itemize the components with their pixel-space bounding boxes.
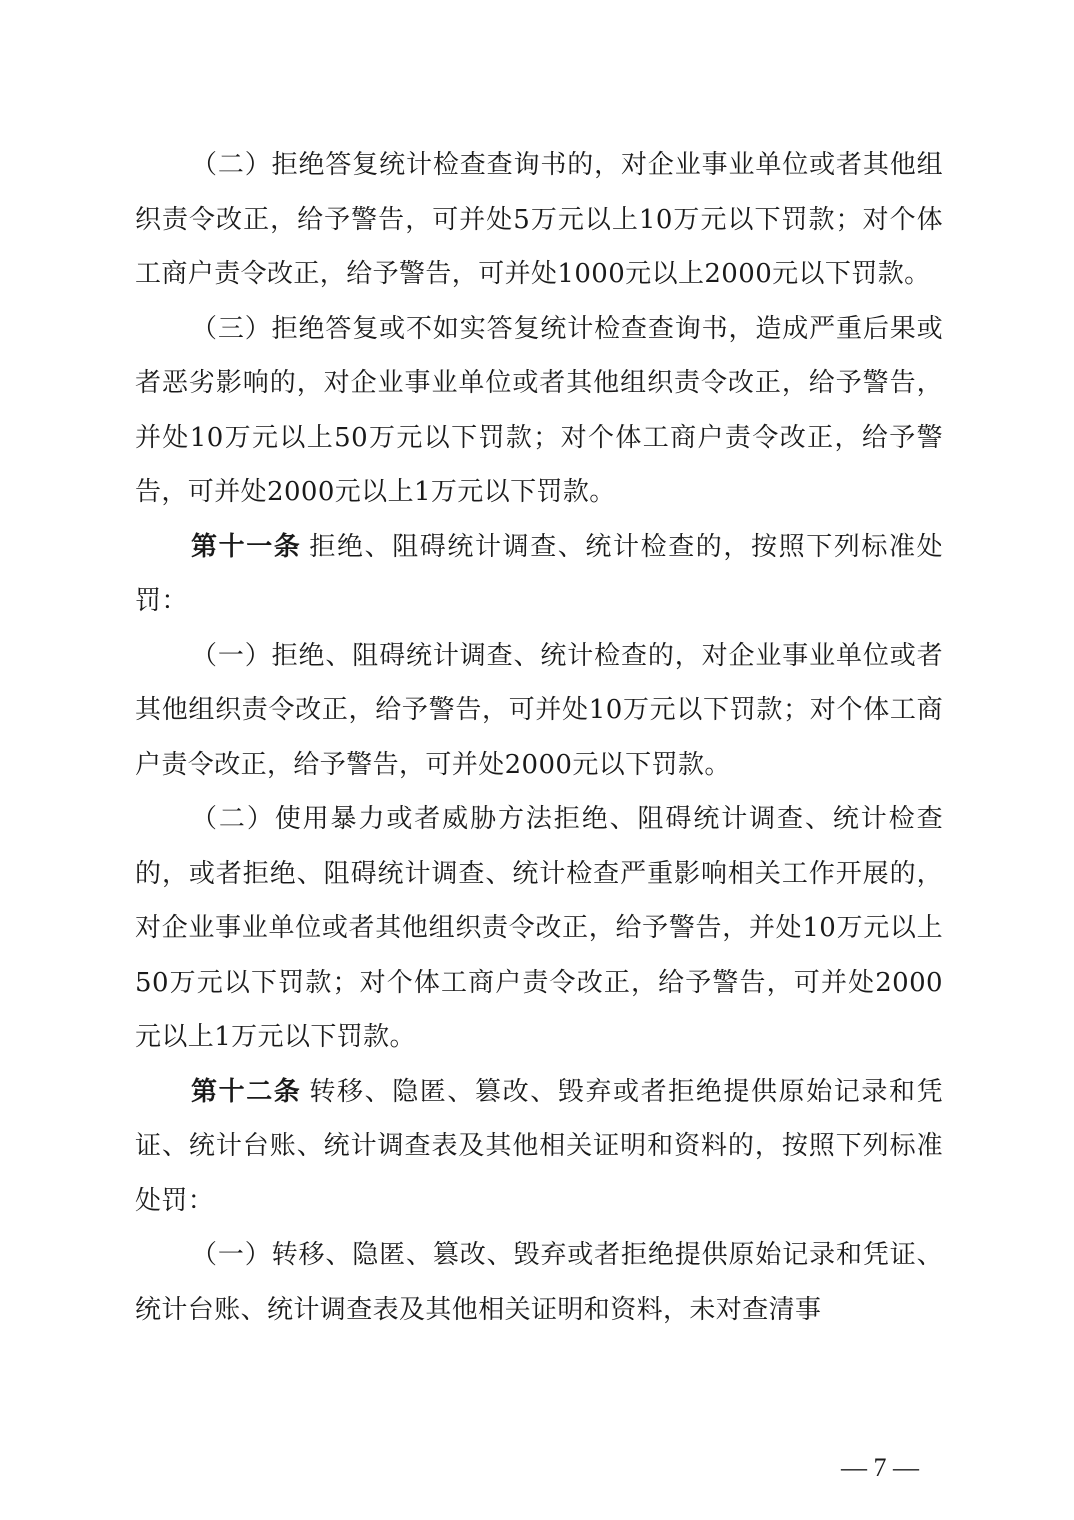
paragraph-text: 拒绝、阻碍统计调查、统计检查的，按照下列标准处罚：	[135, 531, 943, 616]
paragraph-text: （一）拒绝、阻碍统计调查、统计检查的，对企业事业单位或者其他组织责令改正，给予警告，可并处10万元以下罚款；对个体工商户责令改正，给予警告，可并处2000元以下罚款。	[135, 640, 943, 780]
paragraph-violence-threat	[135, 792, 943, 1065]
article-11	[135, 520, 943, 629]
paragraph-false-answer-serious-consequences	[135, 302, 943, 520]
article-heading: 第十二条	[191, 1076, 302, 1107]
article-12	[135, 1065, 943, 1229]
paragraph-text: （一）转移、隐匿、篡改、毁弃或者拒绝提供原始记录和凭证、统计台账、统计调查表及其他相关证明和资料，未对查清事	[135, 1240, 943, 1325]
paragraph-refuse-obstruct	[135, 629, 943, 793]
article-heading: 第十一条	[191, 531, 302, 562]
paragraph-text: （二）使用暴力或者威胁方法拒绝、阻碍统计调查、统计检查的，或者拒绝、阻碍统计调查、统计检查严重影响相关工作开展的，对企业事业单位或者其他组织责令改正，给予警告，并处10万元以上50万元以下罚款；对个体工商户责令改正，给予警告，可并处2000元以上1万元以下罚款。	[135, 804, 943, 1052]
document-body	[135, 138, 943, 1337]
page-number: — 7 —	[841, 1453, 919, 1482]
paragraph-refuse-answer-inquiry	[135, 138, 943, 302]
paragraph-transfer-conceal-records	[135, 1228, 943, 1337]
paragraph-text: 转移、隐匿、篡改、毁弃或者拒绝提供原始记录和凭证、统计台账、统计调查表及其他相关证明和资料的，按照下列标准处罚：	[135, 1076, 943, 1216]
paragraph-text: （二）拒绝答复统计检查查询书的，对企业事业单位或者其他组织责令改正，给予警告，可并处5万元以上10万元以下罚款；对个体工商户责令改正，给予警告，可并处1000元以上2000元以下罚款。	[135, 150, 943, 289]
paragraph-text: （三）拒绝答复或不如实答复统计检查查询书，造成严重后果或者恶劣影响的，对企业事业单位或者其他组织责令改正，给予警告，并处10万元以上50万元以下罚款；对个体工商户责令改正，给予警告，可并处2000元以上1万元以下罚款。	[135, 313, 943, 507]
